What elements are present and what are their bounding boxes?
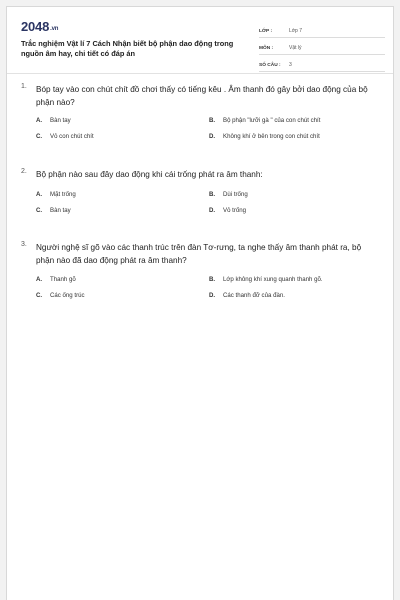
header-divider: [7, 73, 393, 74]
question-2: [21, 168, 377, 214]
question-number: 2.: [21, 168, 27, 175]
option-text: Bàn tay: [50, 207, 71, 214]
meta-value-count: 3: [289, 62, 292, 68]
meta-key-class: LỚP :: [259, 29, 273, 34]
option-text: Vỏ con chút chít: [50, 133, 94, 140]
worksheet-page: [6, 6, 394, 600]
question-3-head: [21, 241, 377, 267]
option-b[interactable]: [209, 117, 385, 124]
option-b[interactable]: [209, 276, 385, 283]
question-3: [21, 241, 377, 299]
option-letter: B.: [209, 276, 216, 283]
question-number: 3.: [21, 241, 27, 248]
option-letter: C.: [36, 133, 43, 140]
meta-key-count: SỐ CÂU :: [259, 63, 281, 68]
option-text: Lớp không khí xung quanh thanh gõ.: [223, 276, 323, 283]
meta-row-subject: [259, 38, 385, 55]
question-number: 1.: [21, 83, 27, 90]
answer-options: [36, 191, 377, 214]
answer-options: [36, 276, 377, 299]
option-letter: B.: [209, 117, 216, 124]
option-a[interactable]: [36, 117, 209, 124]
meta-key-subject: MÔN :: [259, 46, 274, 51]
question-text: Bóp tay vào con chút chít đồ chơi thấy có tiếng kêu . Âm thanh đó gây bởi dao động của bộ phận nào?: [36, 85, 368, 107]
option-d[interactable]: [209, 292, 385, 299]
option-d[interactable]: [209, 207, 385, 214]
option-text: Mặt trống: [50, 191, 76, 198]
option-b[interactable]: [209, 191, 385, 198]
option-text: Không khí ở bên trong con chút chít: [223, 133, 320, 140]
option-a[interactable]: [36, 191, 209, 198]
meta-row-class: [259, 21, 385, 38]
worksheet-title: Trắc nghiệm Vật lí 7 Cách Nhận biết bộ phận dao động trong nguồn âm hay, chi tiết có đáp án: [21, 39, 234, 58]
logo-main-text: 2048: [21, 19, 50, 34]
meta-row-count: [259, 55, 385, 72]
question-text: Người nghệ sĩ gõ vào các thanh trúc trên đàn Tơ-rưng, ta nghe thấy âm thanh phát ra, bộ phận nào đã dao động phát ra âm thanh?: [36, 243, 362, 265]
option-letter: B.: [209, 191, 216, 198]
option-letter: D.: [209, 133, 216, 140]
option-letter: C.: [36, 207, 43, 214]
option-letter: A.: [36, 191, 43, 198]
option-text: Bàn tay: [50, 117, 71, 124]
option-d[interactable]: [209, 133, 385, 140]
option-c[interactable]: [36, 207, 209, 214]
worksheet-meta: [259, 21, 385, 72]
option-text: Bộ phận "lưỡi gà " của con chút chít: [223, 117, 321, 124]
option-text: Thanh gõ: [50, 276, 76, 283]
answer-options: [36, 117, 377, 140]
question-1-head: [21, 83, 377, 109]
option-a[interactable]: [36, 276, 209, 283]
option-letter: D.: [209, 292, 216, 299]
option-text: Các ống trúc: [50, 292, 85, 299]
logo-domain-text: .vn: [50, 26, 59, 32]
option-text: Dùi trống: [223, 191, 248, 198]
site-logo[interactable]: [21, 19, 58, 34]
option-c[interactable]: [36, 133, 209, 140]
worksheet-header: [7, 7, 393, 73]
option-letter: C.: [36, 292, 43, 299]
option-letter: A.: [36, 276, 43, 283]
option-c[interactable]: [36, 292, 209, 299]
option-text: Vỏ trống: [223, 207, 247, 214]
meta-value-subject: Vật lý: [289, 45, 302, 51]
question-1: [21, 83, 377, 140]
option-letter: D.: [209, 207, 216, 214]
question-2-head: [21, 168, 377, 181]
meta-value-class: Lớp 7: [289, 28, 303, 34]
option-text: Các thanh đỡ của đàn.: [223, 292, 285, 299]
option-letter: A.: [36, 117, 43, 124]
question-text: Bộ phận nào sau đây dao động khi cái trống phát ra âm thanh:: [36, 170, 263, 179]
